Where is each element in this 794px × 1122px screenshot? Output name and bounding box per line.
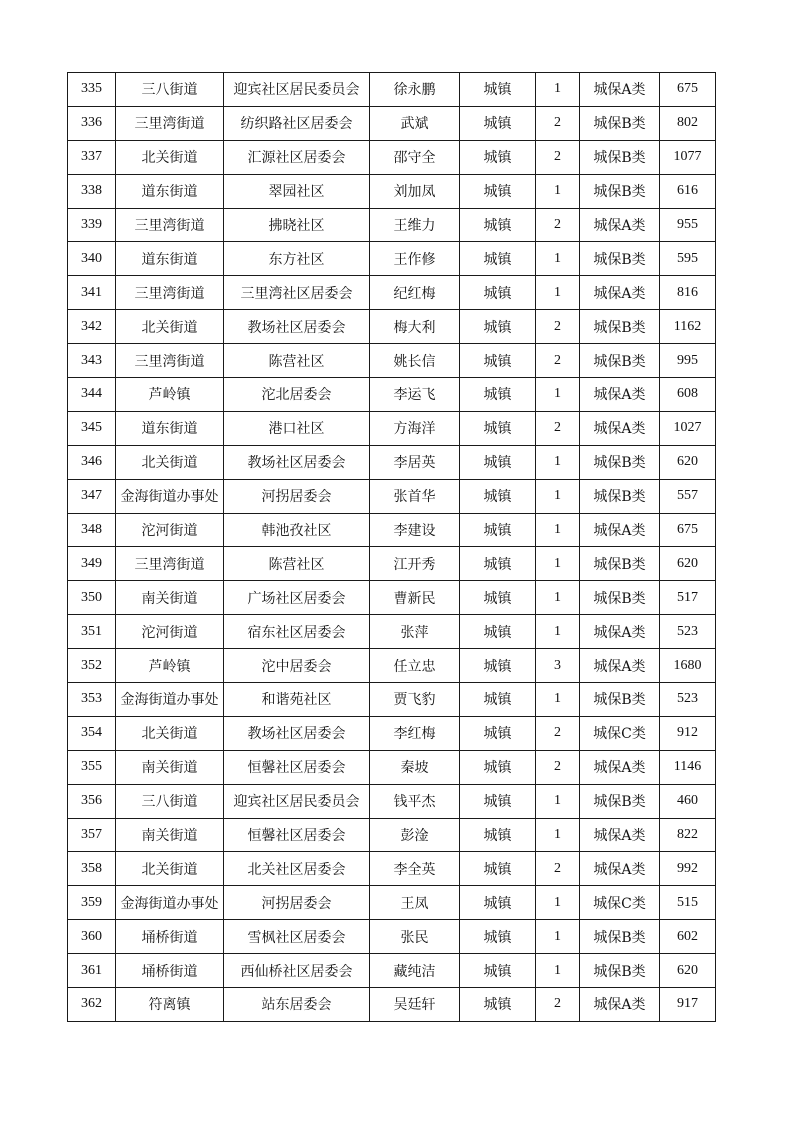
family-size-cell: 1 xyxy=(536,683,580,717)
family-size-cell: 1 xyxy=(536,920,580,954)
insurance-category-cell: 城保B类 xyxy=(580,920,660,954)
street-cell: 道东街道 xyxy=(116,411,224,445)
household-type-cell: 城镇 xyxy=(460,818,536,852)
community-cell: 迎宾社区居民委员会 xyxy=(224,73,370,107)
street-cell: 北关街道 xyxy=(116,445,224,479)
community-cell: 迎宾社区居民委员会 xyxy=(224,784,370,818)
name-cell: 藏纯洁 xyxy=(370,954,460,988)
family-size-cell: 2 xyxy=(536,208,580,242)
household-type-cell: 城镇 xyxy=(460,411,536,445)
community-cell: 教场社区居委会 xyxy=(224,716,370,750)
family-size-cell: 2 xyxy=(536,344,580,378)
insurance-category-cell: 城保B类 xyxy=(580,479,660,513)
family-size-cell: 2 xyxy=(536,988,580,1022)
amount-cell: 992 xyxy=(660,852,716,886)
name-cell: 王维力 xyxy=(370,208,460,242)
family-size-cell: 1 xyxy=(536,547,580,581)
household-type-cell: 城镇 xyxy=(460,547,536,581)
family-size-cell: 2 xyxy=(536,140,580,174)
street-cell: 金海街道办事处 xyxy=(116,886,224,920)
street-cell: 南关街道 xyxy=(116,750,224,784)
street-cell: 三里湾街道 xyxy=(116,276,224,310)
street-cell: 沱河街道 xyxy=(116,513,224,547)
family-size-cell: 1 xyxy=(536,73,580,107)
insurance-category-cell: 城保C类 xyxy=(580,716,660,750)
name-cell: 任立忠 xyxy=(370,649,460,683)
household-type-cell: 城镇 xyxy=(460,174,536,208)
amount-cell: 955 xyxy=(660,208,716,242)
household-type-cell: 城镇 xyxy=(460,513,536,547)
insurance-category-cell: 城保C类 xyxy=(580,886,660,920)
table-row xyxy=(68,784,716,818)
street-cell: 芦岭镇 xyxy=(116,649,224,683)
street-cell: 三里湾街道 xyxy=(116,106,224,140)
table-row xyxy=(68,988,716,1022)
serial-number-cell: 348 xyxy=(68,513,116,547)
amount-cell: 802 xyxy=(660,106,716,140)
name-cell: 贾飞豹 xyxy=(370,683,460,717)
street-cell: 三里湾街道 xyxy=(116,208,224,242)
community-cell: 港口社区 xyxy=(224,411,370,445)
insurance-category-cell: 城保A类 xyxy=(580,411,660,445)
table-row xyxy=(68,479,716,513)
street-cell: 三八街道 xyxy=(116,73,224,107)
amount-cell: 1162 xyxy=(660,310,716,344)
community-cell: 恒馨社区居委会 xyxy=(224,818,370,852)
amount-cell: 1680 xyxy=(660,649,716,683)
family-size-cell: 1 xyxy=(536,378,580,412)
amount-cell: 816 xyxy=(660,276,716,310)
community-cell: 纺织路社区居委会 xyxy=(224,106,370,140)
family-size-cell: 1 xyxy=(536,174,580,208)
insurance-category-cell: 城保B类 xyxy=(580,174,660,208)
amount-cell: 517 xyxy=(660,581,716,615)
community-cell: 河拐居委会 xyxy=(224,886,370,920)
household-type-cell: 城镇 xyxy=(460,649,536,683)
insurance-category-cell: 城保A类 xyxy=(580,750,660,784)
amount-cell: 620 xyxy=(660,954,716,988)
insurance-category-cell: 城保A类 xyxy=(580,513,660,547)
serial-number-cell: 356 xyxy=(68,784,116,818)
table-row xyxy=(68,140,716,174)
household-type-cell: 城镇 xyxy=(460,954,536,988)
insurance-category-cell: 城保A类 xyxy=(580,615,660,649)
amount-cell: 912 xyxy=(660,716,716,750)
community-cell: 拂晓社区 xyxy=(224,208,370,242)
amount-cell: 822 xyxy=(660,818,716,852)
table-row xyxy=(68,750,716,784)
name-cell: 秦坡 xyxy=(370,750,460,784)
family-size-cell: 1 xyxy=(536,242,580,276)
community-cell: 陈营社区 xyxy=(224,344,370,378)
household-type-cell: 城镇 xyxy=(460,208,536,242)
street-cell: 芦岭镇 xyxy=(116,378,224,412)
name-cell: 李运飞 xyxy=(370,378,460,412)
community-cell: 和谐苑社区 xyxy=(224,683,370,717)
insurance-category-cell: 城保A类 xyxy=(580,818,660,852)
household-type-cell: 城镇 xyxy=(460,920,536,954)
table-row xyxy=(68,174,716,208)
family-size-cell: 2 xyxy=(536,106,580,140)
community-cell: 三里湾社区居委会 xyxy=(224,276,370,310)
table-row xyxy=(68,378,716,412)
name-cell: 刘加凤 xyxy=(370,174,460,208)
serial-number-cell: 336 xyxy=(68,106,116,140)
household-type-cell: 城镇 xyxy=(460,73,536,107)
name-cell: 姚长信 xyxy=(370,344,460,378)
amount-cell: 1146 xyxy=(660,750,716,784)
name-cell: 邵守全 xyxy=(370,140,460,174)
amount-cell: 602 xyxy=(660,920,716,954)
street-cell: 三里湾街道 xyxy=(116,547,224,581)
table-row xyxy=(68,954,716,988)
household-type-cell: 城镇 xyxy=(460,242,536,276)
table-row xyxy=(68,276,716,310)
street-cell: 埇桥街道 xyxy=(116,954,224,988)
table-row xyxy=(68,445,716,479)
serial-number-cell: 342 xyxy=(68,310,116,344)
table-row xyxy=(68,106,716,140)
table-row xyxy=(68,649,716,683)
table-row xyxy=(68,547,716,581)
table-row xyxy=(68,920,716,954)
household-type-cell: 城镇 xyxy=(460,378,536,412)
insurance-category-cell: 城保A类 xyxy=(580,208,660,242)
household-type-cell: 城镇 xyxy=(460,106,536,140)
amount-cell: 616 xyxy=(660,174,716,208)
serial-number-cell: 361 xyxy=(68,954,116,988)
family-size-cell: 1 xyxy=(536,818,580,852)
household-type-cell: 城镇 xyxy=(460,852,536,886)
street-cell: 金海街道办事处 xyxy=(116,683,224,717)
name-cell: 曹新民 xyxy=(370,581,460,615)
family-size-cell: 3 xyxy=(536,649,580,683)
insurance-category-cell: 城保A类 xyxy=(580,852,660,886)
serial-number-cell: 344 xyxy=(68,378,116,412)
name-cell: 武斌 xyxy=(370,106,460,140)
family-size-cell: 1 xyxy=(536,886,580,920)
community-cell: 河拐居委会 xyxy=(224,479,370,513)
community-cell: 东方社区 xyxy=(224,242,370,276)
name-cell: 彭淦 xyxy=(370,818,460,852)
street-cell: 北关街道 xyxy=(116,310,224,344)
serial-number-cell: 360 xyxy=(68,920,116,954)
table-row xyxy=(68,581,716,615)
serial-number-cell: 346 xyxy=(68,445,116,479)
amount-cell: 515 xyxy=(660,886,716,920)
household-type-cell: 城镇 xyxy=(460,988,536,1022)
table-row xyxy=(68,513,716,547)
name-cell: 李全英 xyxy=(370,852,460,886)
name-cell: 张萍 xyxy=(370,615,460,649)
street-cell: 金海街道办事处 xyxy=(116,479,224,513)
amount-cell: 1027 xyxy=(660,411,716,445)
roster-table xyxy=(67,72,716,1022)
name-cell: 吴廷轩 xyxy=(370,988,460,1022)
name-cell: 李红梅 xyxy=(370,716,460,750)
name-cell: 钱平杰 xyxy=(370,784,460,818)
amount-cell: 995 xyxy=(660,344,716,378)
street-cell: 三里湾街道 xyxy=(116,344,224,378)
insurance-category-cell: 城保B类 xyxy=(580,310,660,344)
family-size-cell: 2 xyxy=(536,852,580,886)
community-cell: 宿东社区居委会 xyxy=(224,615,370,649)
roster-body xyxy=(68,73,716,1022)
insurance-category-cell: 城保B类 xyxy=(580,344,660,378)
amount-cell: 523 xyxy=(660,615,716,649)
insurance-category-cell: 城保B类 xyxy=(580,954,660,988)
household-type-cell: 城镇 xyxy=(460,276,536,310)
serial-number-cell: 353 xyxy=(68,683,116,717)
table-row xyxy=(68,615,716,649)
family-size-cell: 1 xyxy=(536,954,580,988)
community-cell: 沱北居委会 xyxy=(224,378,370,412)
serial-number-cell: 337 xyxy=(68,140,116,174)
amount-cell: 608 xyxy=(660,378,716,412)
table-row xyxy=(68,411,716,445)
household-type-cell: 城镇 xyxy=(460,750,536,784)
serial-number-cell: 357 xyxy=(68,818,116,852)
household-type-cell: 城镇 xyxy=(460,615,536,649)
serial-number-cell: 347 xyxy=(68,479,116,513)
serial-number-cell: 358 xyxy=(68,852,116,886)
family-size-cell: 2 xyxy=(536,716,580,750)
insurance-category-cell: 城保B类 xyxy=(580,140,660,174)
name-cell: 王作修 xyxy=(370,242,460,276)
community-cell: 教场社区居委会 xyxy=(224,445,370,479)
family-size-cell: 1 xyxy=(536,784,580,818)
household-type-cell: 城镇 xyxy=(460,344,536,378)
insurance-category-cell: 城保B类 xyxy=(580,445,660,479)
street-cell: 南关街道 xyxy=(116,818,224,852)
family-size-cell: 1 xyxy=(536,581,580,615)
household-type-cell: 城镇 xyxy=(460,784,536,818)
insurance-category-cell: 城保A类 xyxy=(580,649,660,683)
amount-cell: 557 xyxy=(660,479,716,513)
amount-cell: 1077 xyxy=(660,140,716,174)
family-size-cell: 2 xyxy=(536,310,580,344)
family-size-cell: 1 xyxy=(536,615,580,649)
community-cell: 沱中居委会 xyxy=(224,649,370,683)
household-type-cell: 城镇 xyxy=(460,140,536,174)
serial-number-cell: 339 xyxy=(68,208,116,242)
insurance-category-cell: 城保B类 xyxy=(580,242,660,276)
street-cell: 三八街道 xyxy=(116,784,224,818)
table-row xyxy=(68,683,716,717)
table-row xyxy=(68,310,716,344)
name-cell: 张首华 xyxy=(370,479,460,513)
household-type-cell: 城镇 xyxy=(460,716,536,750)
table-row xyxy=(68,818,716,852)
community-cell: 雪枫社区居委会 xyxy=(224,920,370,954)
name-cell: 方海洋 xyxy=(370,411,460,445)
serial-number-cell: 338 xyxy=(68,174,116,208)
table-row xyxy=(68,852,716,886)
household-type-cell: 城镇 xyxy=(460,479,536,513)
insurance-category-cell: 城保B类 xyxy=(580,784,660,818)
amount-cell: 917 xyxy=(660,988,716,1022)
community-cell: 站东居委会 xyxy=(224,988,370,1022)
name-cell: 李居英 xyxy=(370,445,460,479)
table-row xyxy=(68,344,716,378)
community-cell: 韩池孜社区 xyxy=(224,513,370,547)
street-cell: 道东街道 xyxy=(116,174,224,208)
family-size-cell: 2 xyxy=(536,411,580,445)
street-cell: 北关街道 xyxy=(116,852,224,886)
name-cell: 江开秀 xyxy=(370,547,460,581)
community-cell: 西仙桥社区居委会 xyxy=(224,954,370,988)
name-cell: 张民 xyxy=(370,920,460,954)
serial-number-cell: 351 xyxy=(68,615,116,649)
table-row xyxy=(68,716,716,750)
street-cell: 北关街道 xyxy=(116,140,224,174)
serial-number-cell: 340 xyxy=(68,242,116,276)
community-cell: 翠园社区 xyxy=(224,174,370,208)
amount-cell: 523 xyxy=(660,683,716,717)
insurance-category-cell: 城保B类 xyxy=(580,683,660,717)
street-cell: 沱河街道 xyxy=(116,615,224,649)
amount-cell: 595 xyxy=(660,242,716,276)
street-cell: 埇桥街道 xyxy=(116,920,224,954)
street-cell: 道东街道 xyxy=(116,242,224,276)
name-cell: 纪红梅 xyxy=(370,276,460,310)
household-type-cell: 城镇 xyxy=(460,310,536,344)
insurance-category-cell: 城保A类 xyxy=(580,276,660,310)
serial-number-cell: 343 xyxy=(68,344,116,378)
amount-cell: 460 xyxy=(660,784,716,818)
table-row xyxy=(68,208,716,242)
serial-number-cell: 350 xyxy=(68,581,116,615)
amount-cell: 620 xyxy=(660,547,716,581)
community-cell: 北关社区居委会 xyxy=(224,852,370,886)
serial-number-cell: 341 xyxy=(68,276,116,310)
street-cell: 南关街道 xyxy=(116,581,224,615)
household-type-cell: 城镇 xyxy=(460,445,536,479)
serial-number-cell: 335 xyxy=(68,73,116,107)
serial-number-cell: 345 xyxy=(68,411,116,445)
name-cell: 王凤 xyxy=(370,886,460,920)
family-size-cell: 1 xyxy=(536,276,580,310)
community-cell: 陈营社区 xyxy=(224,547,370,581)
table-row xyxy=(68,886,716,920)
insurance-category-cell: 城保B类 xyxy=(580,547,660,581)
community-cell: 恒馨社区居委会 xyxy=(224,750,370,784)
name-cell: 李建设 xyxy=(370,513,460,547)
serial-number-cell: 352 xyxy=(68,649,116,683)
serial-number-cell: 354 xyxy=(68,716,116,750)
family-size-cell: 2 xyxy=(536,750,580,784)
insurance-category-cell: 城保B类 xyxy=(580,106,660,140)
amount-cell: 675 xyxy=(660,513,716,547)
household-type-cell: 城镇 xyxy=(460,581,536,615)
street-cell: 北关街道 xyxy=(116,716,224,750)
insurance-category-cell: 城保A类 xyxy=(580,73,660,107)
street-cell: 符离镇 xyxy=(116,988,224,1022)
insurance-category-cell: 城保A类 xyxy=(580,988,660,1022)
family-size-cell: 1 xyxy=(536,479,580,513)
household-type-cell: 城镇 xyxy=(460,683,536,717)
household-type-cell: 城镇 xyxy=(460,886,536,920)
insurance-category-cell: 城保B类 xyxy=(580,581,660,615)
name-cell: 梅大利 xyxy=(370,310,460,344)
community-cell: 教场社区居委会 xyxy=(224,310,370,344)
table-row xyxy=(68,242,716,276)
community-cell: 广场社区居委会 xyxy=(224,581,370,615)
family-size-cell: 1 xyxy=(536,445,580,479)
amount-cell: 620 xyxy=(660,445,716,479)
family-size-cell: 1 xyxy=(536,513,580,547)
serial-number-cell: 362 xyxy=(68,988,116,1022)
community-cell: 汇源社区居委会 xyxy=(224,140,370,174)
insurance-category-cell: 城保A类 xyxy=(580,378,660,412)
table-row xyxy=(68,73,716,107)
amount-cell: 675 xyxy=(660,73,716,107)
name-cell: 徐永鹏 xyxy=(370,73,460,107)
serial-number-cell: 359 xyxy=(68,886,116,920)
serial-number-cell: 355 xyxy=(68,750,116,784)
serial-number-cell: 349 xyxy=(68,547,116,581)
